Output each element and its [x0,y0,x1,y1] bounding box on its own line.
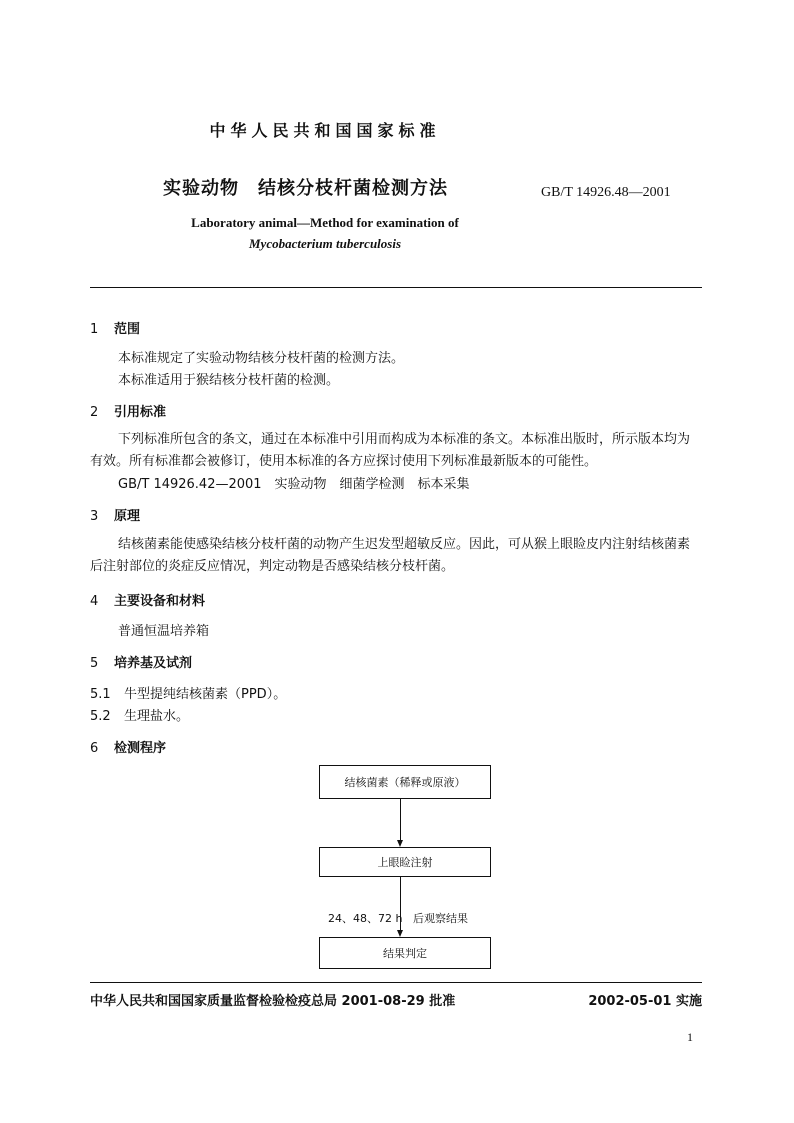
flowchart-box-result: 结果判定 [319,937,491,969]
section-title: 范围 [114,322,141,337]
section-title: 主要设备和材料 [114,594,206,609]
item-number: 5.1 [90,687,111,702]
arrow-down-icon [397,930,403,937]
item-text: 生理盐水。 [124,709,190,724]
flowchart-box-tuberculin: 结核菌素（稀释或原液） [319,765,491,799]
section-2-paragraph-1: 下列标准所包含的条文，通过在本标准中引用而构成为本标准的条文。本标准出版时，所示版本均为有效。所有标准都会被修订，使用本标准的各方应探讨使用下列标准最新版本的可能性。 [90,432,691,469]
section-3-heading [90,505,140,524]
flowchart-connector-1 [400,799,401,840]
section-5-heading [90,652,192,671]
page-number: 1 [687,1030,693,1044]
document-title: 实验动物 结核分枝杆菌检测方法 [163,178,448,199]
item-number: 5.2 [90,709,111,724]
section-2-heading [90,401,166,420]
section-2-reference: GB/T 14926.42—2001 实验动物 细菌学检测 标本采集 [118,477,470,492]
section-number: 4 [90,594,99,609]
flowchart-edge-label-time: 24、48、72 h [328,912,403,925]
standard-number: GB/T 14926.48—2001 [541,185,671,200]
section-number: 6 [90,741,99,756]
english-title-line-1: Laboratory animal—Method for examination of [191,215,459,230]
section-number: 2 [90,405,99,420]
item-text: 牛型提纯结核菌素（PPD）。 [124,687,287,702]
section-number: 1 [90,322,99,337]
section-title: 引用标准 [114,405,167,420]
standard-category-heading: 中华人民共和国国家标准 [209,121,441,140]
flowchart-edge-label-observe: 后观察结果 [413,912,468,925]
section-4-heading [90,590,205,609]
footer-divider [90,982,702,983]
english-title-line-2: Mycobacterium tuberculosis [248,236,402,251]
section-1-paragraph-2: 本标准适用于猴结核分枝杆菌的检测。 [118,373,340,388]
section-title: 培养基及试剂 [114,656,193,671]
section-3-paragraph-1: 结核菌素能使感染结核分枝杆菌的动物产生迟发型超敏反应。因此，可从猴上眼睑皮内注射结核菌素后注射部位的炎症反应情况，判定动物是否感染结核分枝杆菌。 [90,537,691,574]
section-number: 5 [90,656,99,671]
section-6-heading [90,737,166,756]
flowchart-box-injection: 上眼睑注射 [319,847,491,877]
section-title: 检测程序 [114,741,167,756]
header-divider [90,287,702,288]
section-5-item-1 [90,683,286,702]
section-number: 3 [90,509,99,524]
approval-issuer: 中华人民共和国国家质量监督检验检疫总局 2001-08-29 批准 [90,994,456,1009]
implementation-date: 2002-05-01 实施 [588,994,702,1009]
section-title: 原理 [114,509,141,524]
section-1-paragraph-1: 本标准规定了实验动物结核分枝杆菌的检测方法。 [118,351,405,366]
section-1-heading [90,318,140,337]
section-5-item-2 [90,705,189,724]
section-4-paragraph-1: 普通恒温培养箱 [118,624,210,639]
arrow-down-icon [397,840,403,847]
